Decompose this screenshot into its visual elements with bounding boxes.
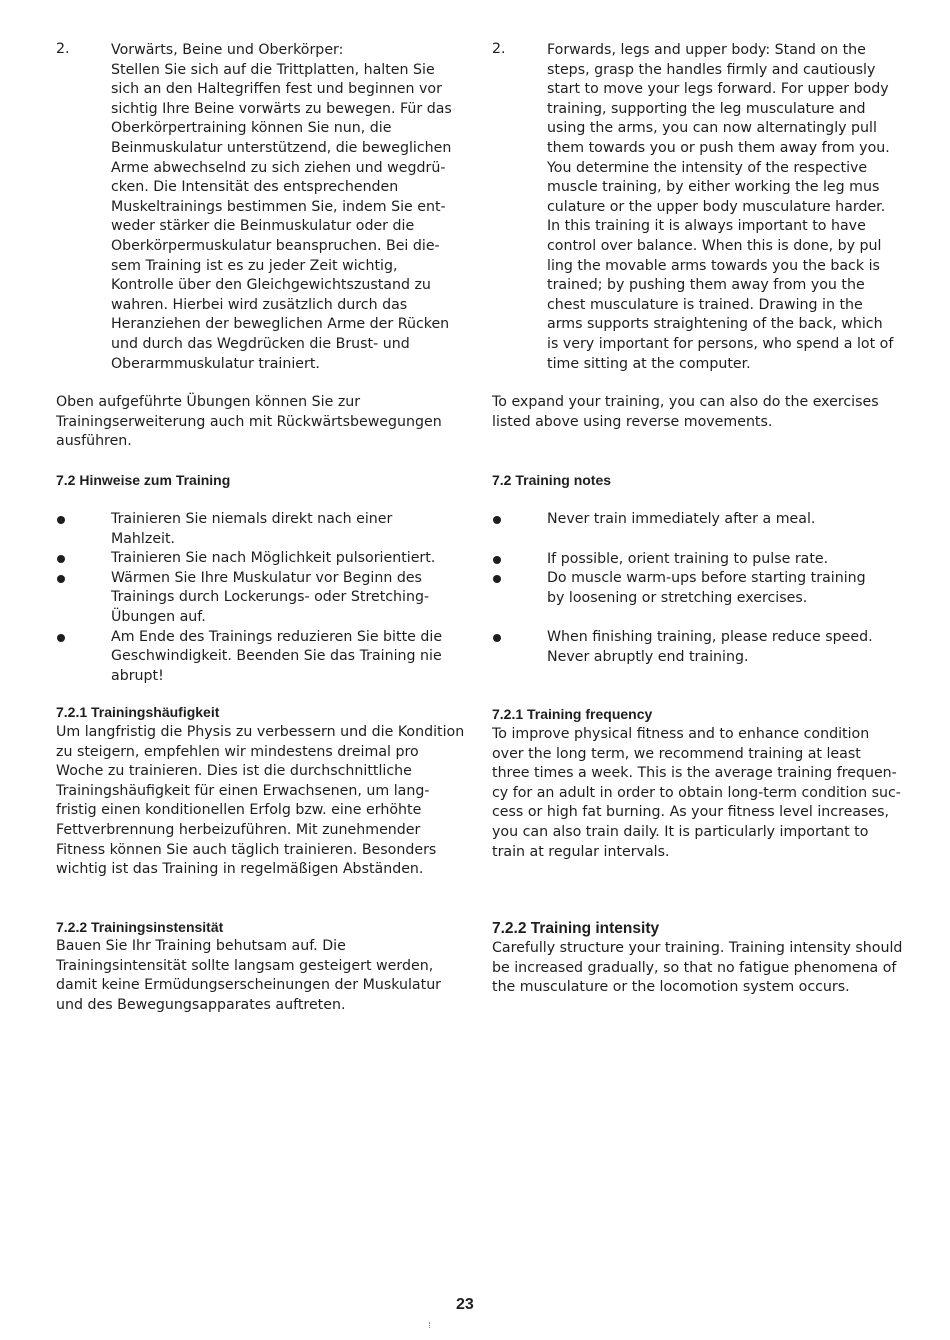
text-line: sem Training ist es zu jeder Zeit wichtig, xyxy=(111,257,398,274)
bullet-text xyxy=(111,549,454,569)
text-line: Geschwindigkeit. Beenden Sie das Training nie xyxy=(111,648,442,665)
text-line: wahren. Hierbei wird zusätzlich durch das xyxy=(111,296,408,313)
text-line: Stellen Sie sich auf die Trittplatten, halten Sie xyxy=(111,61,435,78)
training-notes-list xyxy=(492,510,890,668)
training-frequency-heading: 7.2.1 Trainingshäufigkeit xyxy=(56,704,220,720)
text-line: Muskeltrainings bestimmen Sie, indem Sie ent- xyxy=(111,198,446,215)
text-line: und des Bewegungsapparates auftreten. xyxy=(56,996,346,1013)
text-line: Mahlzeit. xyxy=(111,530,176,547)
text-line: Trainingsintensität sollte langsam gesteigert werden, xyxy=(56,957,434,974)
exercise-2-text xyxy=(547,41,894,374)
text-line: culature or the upper body musculature harder. xyxy=(547,198,886,215)
text-line: In this training it is always important to have xyxy=(547,218,866,235)
text-line: Never abruptly end training. xyxy=(547,648,749,665)
bullet-dot-icon xyxy=(493,634,501,642)
text-line: Do muscle warm-ups before starting training xyxy=(547,570,866,587)
text-line: Fettverbrennung herbeizuführen. Mit zunehmender xyxy=(56,821,421,838)
text-line: Trainieren Sie niemals direkt nach einer xyxy=(111,511,393,527)
training-notes-list xyxy=(56,510,454,686)
text-line: Fitness können Sie auch täglich trainieren. Besonders xyxy=(56,841,437,858)
text-line: Bauen Sie Ihr Training behutsam auf. Die xyxy=(56,938,346,954)
bullet-item xyxy=(492,628,890,667)
bullet-text xyxy=(111,628,454,687)
bullet-item xyxy=(56,549,454,569)
bullet-text xyxy=(111,510,454,549)
text-line: listed above using reverse movements. xyxy=(492,413,773,430)
text-line: Wärmen Sie Ihre Muskulatur vor Beginn des xyxy=(111,569,422,586)
training-notes-heading: 7.2 Hinweise zum Training xyxy=(56,472,231,488)
bullet-dot-icon xyxy=(493,575,501,583)
text-line: muscle training, by either working the leg mus xyxy=(547,179,880,196)
text-line: To improve physical fitness and to enhance condition xyxy=(492,726,870,742)
text-line: Oberkörpertraining können Sie nun, die xyxy=(111,120,392,137)
text-line: Trainingshäufigkeit für einen Erwachsenen, um lang- xyxy=(56,782,430,799)
bullet-text xyxy=(547,510,890,530)
text-line: Woche zu trainieren. Dies ist die durchschnittliche xyxy=(56,763,412,780)
text-line: the musculature or the locomotion system occurs. xyxy=(492,979,850,996)
text-line: weder stärker die Beinmuskulatur oder die xyxy=(111,218,415,235)
bullet-item xyxy=(492,550,890,570)
text-line: Trainingserweiterung auch mit Rückwärtsbewegungen xyxy=(56,413,442,430)
text-line: Oberarmmuskulatur trainiert. xyxy=(111,355,320,372)
text-line: cy for an adult in order to obtain long-term condition suc- xyxy=(492,784,901,801)
text-line: using the arms, you can now alternatingly pull xyxy=(547,120,877,137)
text-line: training, supporting the leg musculature and xyxy=(547,100,866,117)
text-line: sichtig Ihre Beine vorwärts zu bewegen. Für das xyxy=(111,100,452,117)
training-intensity-heading: 7.2.2 Trainingsinstensität xyxy=(56,919,224,935)
text-line: Heranziehen der beweglichen Arme der Rücken xyxy=(111,316,450,333)
text-line: To expand your training, you can also do the exercises xyxy=(492,394,879,410)
bullet-dot-icon xyxy=(493,556,501,564)
bullet-dot-icon xyxy=(57,555,65,563)
text-line: ausführen. xyxy=(56,433,132,450)
text-line: chest musculature is trained. Drawing in the xyxy=(547,296,863,313)
bullet-text xyxy=(547,569,890,608)
text-line: is very important for persons, who spend a lot of xyxy=(547,335,894,352)
text-line: Um langfristig die Physis zu verbessern und die Kondition xyxy=(56,724,465,740)
training-intensity-heading: 7.2.2 Training intensity xyxy=(492,920,660,937)
bullet-item xyxy=(56,569,454,628)
bullet-text xyxy=(547,628,890,667)
bullet-dot-icon xyxy=(493,516,501,524)
text-line: ling the movable arms towards you the back is xyxy=(547,257,880,274)
bullet-text xyxy=(547,550,890,570)
bullet-item xyxy=(492,510,890,530)
text-line: Trainings durch Lockerungs- oder Stretching- xyxy=(111,589,430,606)
text-line: You determine the intensity of the respective xyxy=(547,159,868,176)
text-line: If possible, orient training to pulse rate. xyxy=(547,550,829,567)
text-line: be increased gradually, so that no fatigue phenomena of xyxy=(492,959,897,976)
text-line: abrupt! xyxy=(111,667,164,684)
bullet-dot-icon xyxy=(57,634,65,642)
text-line: steps, grasp the handles firmly and cautiously xyxy=(547,61,876,78)
reverse-movement-paragraph xyxy=(492,393,890,432)
german-column xyxy=(56,0,465,1013)
bullet-item xyxy=(492,569,890,608)
exercise-2-de xyxy=(56,41,454,374)
training-intensity-paragraph xyxy=(56,937,454,1015)
text-line: them towards you or push them away from you. xyxy=(547,139,890,156)
bullet-item xyxy=(56,628,454,687)
text-line: cess or high fat burning. As your fitness level increases, xyxy=(492,804,890,821)
text-line: by loosening or stretching exercises. xyxy=(547,589,808,606)
text-line: Oben aufgeführte Übungen können Sie zur xyxy=(56,394,361,410)
training-notes-heading: 7.2 Training notes xyxy=(492,472,612,488)
text-line: Übungen auf. xyxy=(111,608,206,625)
text-line: Never train immediately after a meal. xyxy=(547,511,816,527)
training-frequency-heading: 7.2.1 Training frequency xyxy=(492,706,653,722)
text-line: zu steigern, empfehlen wir mindestens dreimal pro xyxy=(56,743,419,760)
training-intensity-paragraph xyxy=(492,939,903,998)
text-line: over the long term, we recommend training at least xyxy=(492,745,861,762)
bullet-item xyxy=(56,510,454,549)
exercise-2-en xyxy=(492,41,894,374)
text-line: Oberkörpermuskulatur beanspruchen. Bei die- xyxy=(111,237,440,254)
training-frequency-paragraph xyxy=(56,723,465,880)
text-line: arms supports straightening of the back, which xyxy=(547,316,883,333)
text-line: time sitting at the computer. xyxy=(547,355,751,372)
reverse-movement-paragraph xyxy=(56,393,454,452)
bullet-dot-icon xyxy=(57,516,65,524)
page-number: 23 xyxy=(456,1296,474,1313)
text-line: Arme abwechselnd zu sich ziehen und wegdrü- xyxy=(111,159,446,176)
bullet-dot-icon xyxy=(57,575,65,583)
text-line: When finishing training, please reduce speed. xyxy=(547,629,873,646)
english-column xyxy=(492,0,903,996)
text-line: wichtig ist das Training in regelmäßigen Abständen. xyxy=(56,861,424,878)
text-line: sich an den Haltegriffen fest und beginnen vor xyxy=(111,81,442,98)
exercise-2-text xyxy=(111,41,454,374)
text-line: start to move your legs forward. For upper body xyxy=(547,81,889,98)
text-line: you can also train daily. It is particularly important to xyxy=(492,823,869,840)
text-line: three times a week. This is the average training frequen- xyxy=(492,765,897,782)
text-line: train at regular intervals. xyxy=(492,843,670,860)
text-line: Kontrolle über den Gleichgewichtszustand zu xyxy=(111,277,431,294)
item-number: 2. xyxy=(56,41,70,57)
text-line: Forwards, legs and upper body: Stand on the xyxy=(547,42,866,58)
training-frequency-paragraph xyxy=(492,725,901,862)
text-line: und durch das Wegdrücken die Brust- und xyxy=(111,335,410,352)
text-line: Am Ende des Trainings reduzieren Sie bitte die xyxy=(111,628,443,645)
text-line: control over balance. When this is done, by pul xyxy=(547,237,882,254)
text-line: Carefully structure your training. Training intensity should xyxy=(492,940,903,956)
bullet-text xyxy=(111,569,454,628)
item-number: 2. xyxy=(492,41,506,57)
text-line: cken. Die Intensität des entsprechenden xyxy=(111,179,399,196)
text-line: damit keine Ermüdungserscheinungen der Muskulatur xyxy=(56,977,442,994)
crop-mark xyxy=(429,1322,431,1328)
text-line: Beinmuskulatur unterstützend, die beweglichen xyxy=(111,139,452,156)
text-line: fristig einen konditionellen Erfolg bzw. eine erhöhte xyxy=(56,802,422,819)
text-line: trained; by pushing them away from you the xyxy=(547,277,865,294)
text-line: Vorwärts, Beine und Oberkörper: xyxy=(111,42,344,58)
text-line: Trainieren Sie nach Möglichkeit pulsorientiert. xyxy=(111,550,436,567)
